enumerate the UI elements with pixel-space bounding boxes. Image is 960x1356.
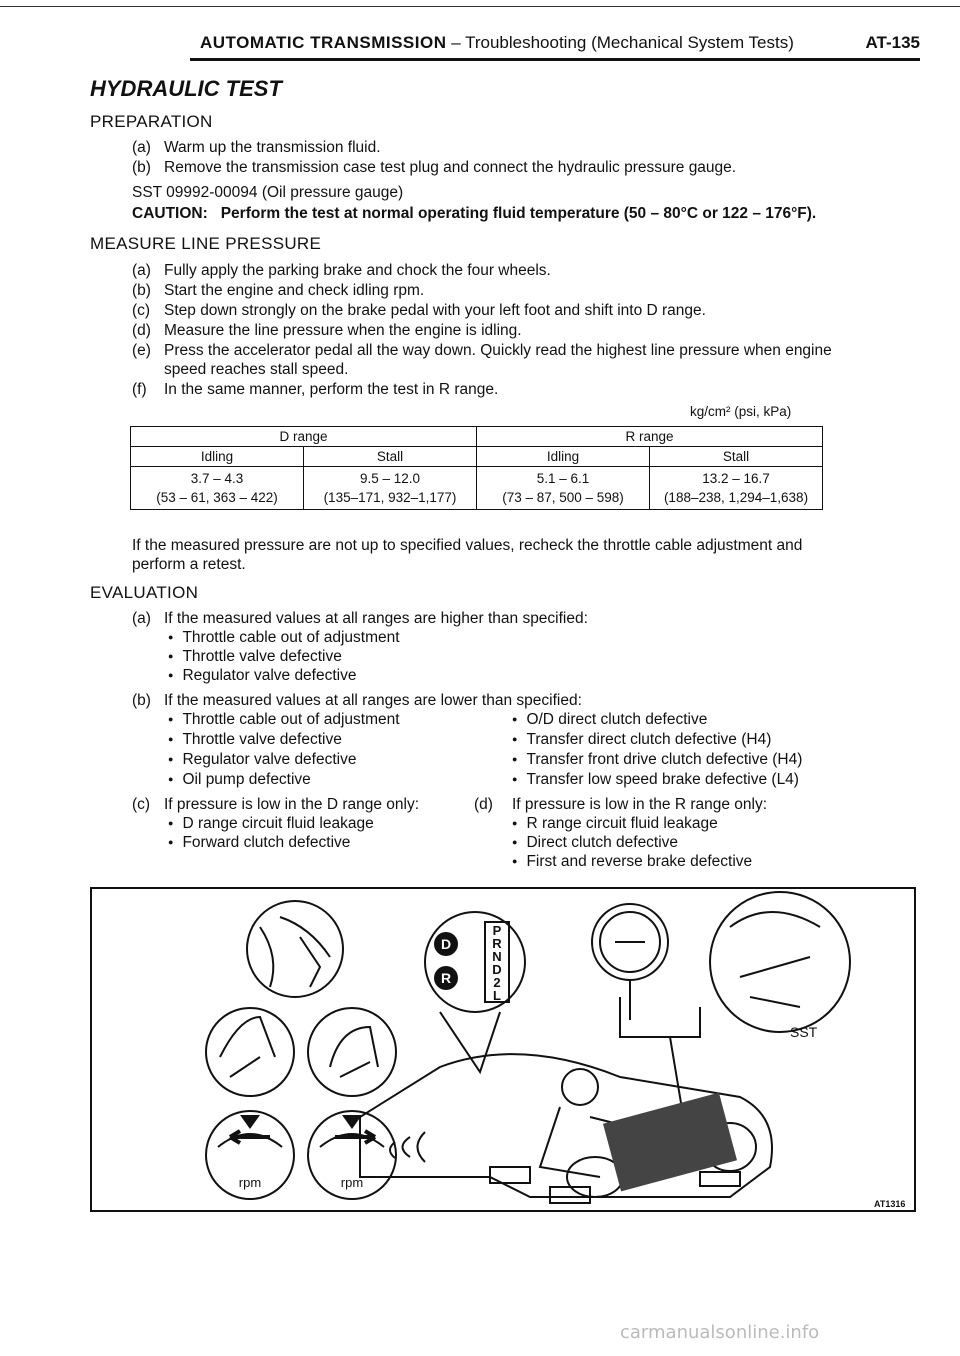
left-arrow-icon (230, 1131, 270, 1143)
table-header-cell: Stall (650, 447, 823, 467)
item-label: (c) (132, 796, 151, 813)
right-pedal-circle (308, 1008, 396, 1096)
table-header-d-range: D range (131, 427, 477, 447)
item-text: Step down strongly on the brake pedal with your left foot and shift into D range. (164, 302, 706, 319)
shift-letter: R (492, 936, 502, 951)
brake-pedal-circle (247, 901, 343, 997)
page-header (200, 33, 920, 53)
eval-d (474, 796, 767, 814)
item-text: Remove the transmission case test plug and connect the hydraulic pressure gauge. (164, 159, 737, 176)
table-header-cell: Idling (131, 447, 304, 467)
prep-item-b (132, 159, 736, 177)
eval-b (132, 692, 582, 710)
item-text: speed reaches stall speed. (164, 361, 349, 378)
table-header-cell: Idling (477, 447, 650, 467)
line-pressure-table (130, 426, 823, 510)
foot-sketch (260, 917, 330, 987)
item-text: Measure the line pressure when the engine is idling. (164, 322, 522, 339)
item-label: (a) (132, 262, 151, 279)
bullet-item: ● D range circuit fluid leakage (168, 815, 374, 833)
measure-item-c (132, 302, 706, 320)
header-title-rest: – Troubleshooting (Mechanical System Tests) (446, 33, 794, 52)
shift-letter: P (492, 923, 502, 938)
bullet-item: ● Transfer front drive clutch defective (H4) (512, 751, 802, 769)
item-label: (e) (132, 342, 151, 359)
header-rule (190, 58, 920, 61)
right-arrow-icon (335, 1131, 375, 1143)
bullet-item: ● Direct clutch defective (512, 834, 678, 852)
item-label: (d) (474, 796, 493, 813)
item-label: (b) (132, 692, 151, 709)
table-cell: 3.7 – 4.3 (131, 467, 304, 489)
item-text: Press the accelerator pedal all the way down. Quickly read the highest line pressure when engine (164, 342, 832, 359)
item-label: (b) (132, 282, 151, 299)
table-cell: 13.2 – 16.7 (650, 467, 823, 489)
watermark: carmanualsonline.info (620, 1322, 820, 1343)
table-cell: (135–171, 932–1,177) (304, 488, 477, 510)
bullet-item: ● Forward clutch defective (168, 834, 350, 852)
item-text: Start the engine and check idling rpm. (164, 282, 425, 299)
measure-item-e (132, 342, 832, 360)
shift-letter: L (493, 988, 501, 1003)
item-label: (d) (132, 322, 151, 339)
page-number: AT-135 (865, 33, 920, 52)
bullet-item: ● Regulator valve defective (168, 751, 356, 769)
shift-letter: D (492, 962, 502, 977)
item-label: (c) (132, 302, 151, 319)
left-pedal-circle (206, 1008, 294, 1096)
table-cell: (188–238, 1,294–1,638) (650, 488, 823, 510)
measure-item-f (132, 381, 498, 399)
item-text: If pressure is low in the D range only: (164, 796, 420, 813)
table-row (131, 488, 823, 510)
table-header-r-range: R range (477, 427, 823, 447)
item-label: (f) (132, 381, 147, 398)
down-arrow-icon (240, 1101, 260, 1129)
eval-a (132, 610, 588, 628)
sst-line: SST 09992-00094 (Oil pressure gauge) (132, 184, 404, 201)
sst-label: SST (790, 1024, 818, 1040)
hydraulic-test-illustration (90, 887, 916, 1212)
bullet-item: ● Transfer low speed brake defective (L4) (512, 771, 799, 789)
item-label: (b) (132, 159, 151, 176)
section-preparation: PREPARATION (90, 112, 213, 131)
item-text: Warm up the transmission fluid. (164, 139, 381, 156)
table-units: kg/cm² (psi, kPa) (690, 404, 792, 419)
note-line-1: If the measured pressure are not up to specified values, recheck the throttle cable adjustment and (132, 537, 803, 554)
table-cell: (73 – 87, 500 – 598) (477, 488, 650, 510)
item-text: In the same manner, perform the test in R range. (164, 381, 499, 398)
bullet-item: ● R range circuit fluid leakage (512, 815, 718, 833)
rpm-label: rpm (238, 1175, 262, 1190)
caution-label: CAUTION: (132, 205, 208, 222)
item-label: (a) (132, 139, 151, 156)
figure-code: AT1316 (874, 1199, 906, 1209)
measure-item-e-cont (132, 361, 348, 379)
shift-letter: N (492, 949, 502, 964)
top-rule (0, 6, 960, 7)
bullet-item: ● First and reverse brake defective (512, 853, 752, 871)
page-title: HYDRAULIC TEST (90, 76, 282, 101)
table-cell: (53 – 61, 363 – 422) (131, 488, 304, 510)
table-header-cell: Stall (304, 447, 477, 467)
bullet-item: ● Throttle cable out of adjustment (168, 629, 400, 647)
caution-line (132, 205, 816, 223)
rpm-label: rpm (340, 1175, 364, 1190)
eval-c (132, 796, 419, 814)
prep-item-a (132, 139, 381, 157)
item-text: Fully apply the parking brake and chock the four wheels. (164, 262, 551, 279)
table-sub-header-row (131, 447, 823, 467)
caution-text: Perform the test at normal operating fluid temperature (50 – 80°C or 122 – 176°F). (220, 205, 817, 222)
item-text: If pressure is low in the R range only: (512, 796, 768, 813)
table-group-header-row (131, 427, 823, 447)
item-text: If the measured values at all ranges are lower than specified: (164, 692, 582, 709)
item-text: If the measured values at all ranges are higher than specified: (164, 610, 588, 627)
bullet-item: ● Regulator valve defective (168, 667, 356, 685)
bullet-item: ● Throttle cable out of adjustment (168, 711, 400, 729)
table-row (131, 467, 823, 489)
bullet-item: ● Throttle valve defective (168, 731, 342, 749)
driver-head (562, 1069, 598, 1105)
badge-d-text: D (440, 936, 452, 952)
bullet-item: ● Oil pump defective (168, 771, 311, 789)
section-evaluation: EVALUATION (90, 583, 199, 602)
table-cell: 5.1 – 6.1 (477, 467, 650, 489)
item-label: (a) (132, 610, 151, 627)
bullet-item: ● Throttle valve defective (168, 648, 342, 666)
shift-letter: 2 (493, 975, 501, 990)
section-measure: MEASURE LINE PRESSURE (90, 234, 322, 253)
bullet-item: ● Transfer direct clutch defective (H4) (512, 731, 771, 749)
table-cell: 9.5 – 12.0 (304, 467, 477, 489)
measure-item-d (132, 322, 522, 340)
measure-item-b (132, 282, 424, 300)
note-line-2: perform a retest. (132, 556, 246, 573)
transmission-hatched (603, 1093, 737, 1192)
bullet-item: ● O/D direct clutch defective (512, 711, 707, 729)
measure-item-a (132, 262, 551, 280)
badge-r-text: R (440, 970, 452, 986)
header-title-bold: AUTOMATIC TRANSMISSION (200, 33, 447, 52)
